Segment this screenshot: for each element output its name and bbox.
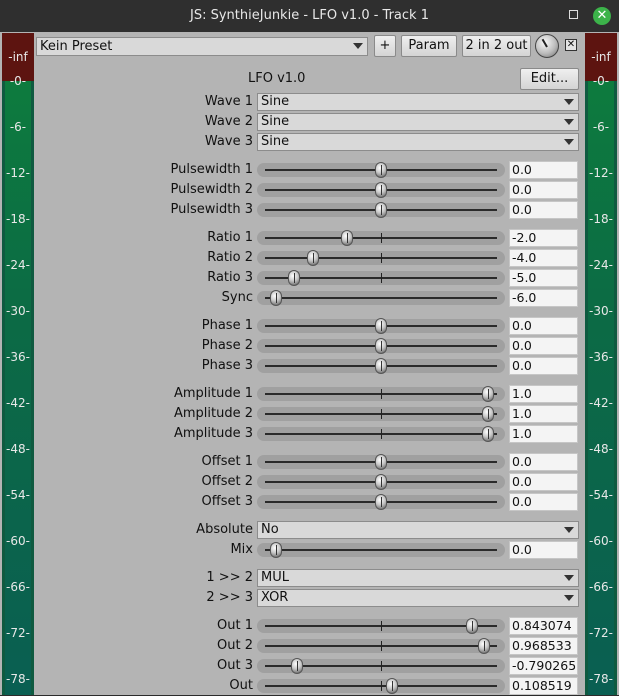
title-bar[interactable] (0, 0, 619, 32)
amplitude-1-value[interactable]: 1.0 (509, 385, 578, 403)
slider-handle[interactable] (375, 454, 387, 470)
param-label: Amplitude 1 (173, 386, 253, 401)
add-preset-button[interactable]: + (374, 35, 396, 57)
ratio-2-value[interactable]: -4.0 (509, 249, 578, 267)
param-label: Out 1 (217, 618, 253, 633)
slider-center-mark (381, 233, 382, 243)
meter-tick: -30- (6, 304, 30, 318)
slider-center-mark (381, 681, 382, 691)
param-label: Offset 2 (201, 474, 253, 489)
meter-tick: -12- (6, 166, 30, 180)
meter-tick: -24- (6, 258, 30, 272)
param-row-absolute (0, 520, 619, 540)
param-label: Out (229, 678, 253, 693)
param-row-pulsewidth-1 (0, 160, 619, 180)
amplitude-3-value[interactable]: 1.0 (509, 425, 578, 443)
slider-handle[interactable] (482, 426, 494, 442)
slider-handle[interactable] (375, 338, 387, 354)
param-row-phase-2 (0, 336, 619, 356)
param-label: Phase 2 (201, 338, 253, 353)
param-label: Phase 3 (201, 358, 253, 373)
param-row-ratio-3 (0, 268, 619, 288)
plugin-name: LFO v1.0 (248, 71, 306, 86)
pulsewidth-2-slider[interactable] (257, 183, 505, 197)
phase-2-slider[interactable] (257, 339, 505, 353)
pulsewidth-1-slider[interactable] (257, 163, 505, 177)
param-label: Absolute (196, 522, 253, 537)
ratio-3-value[interactable]: -5.0 (509, 269, 578, 287)
slider-line (265, 297, 497, 299)
meter-tick: -24- (589, 258, 613, 272)
chevron-down-icon (564, 119, 574, 125)
slider-handle[interactable] (386, 678, 398, 694)
edit-button[interactable]: Edit... (520, 68, 579, 90)
param-label: Offset 1 (201, 454, 253, 469)
slider-handle[interactable] (375, 358, 387, 374)
param-label: Wave 1 (204, 94, 253, 109)
phase-3-slider[interactable] (257, 359, 505, 373)
knob-pointer-icon (542, 39, 548, 48)
io-routing-button[interactable]: 2 in 2 out (462, 35, 531, 57)
slider-center-mark (381, 273, 382, 283)
offset-3-slider[interactable] (257, 495, 505, 509)
slider-handle[interactable] (375, 202, 387, 218)
slider-handle[interactable] (288, 270, 300, 286)
pulsewidth-3-value[interactable]: 0.0 (509, 201, 578, 219)
meter-tick: -0- (9, 74, 27, 88)
out-1-value[interactable]: 0.843074 (509, 617, 578, 635)
meter-tick: -12- (589, 166, 613, 180)
meter-tick: -66- (6, 580, 30, 594)
slider-center-mark (381, 253, 382, 263)
meter-tick: -54- (589, 488, 613, 502)
param-row-amplitude-3 (0, 424, 619, 444)
op-1-2-select[interactable] (257, 569, 579, 587)
out-1-slider[interactable] (257, 619, 505, 633)
param-label: Pulsewidth 3 (170, 202, 253, 217)
phase-1-value[interactable]: 0.0 (509, 317, 578, 335)
pulsewidth-1-value[interactable]: 0.0 (509, 161, 578, 179)
param-row-out-1 (0, 616, 619, 636)
amplitude-2-value[interactable]: 1.0 (509, 405, 578, 423)
bypass-checkbox[interactable]: ✕ (566, 39, 576, 50)
param-row-ratio-1 (0, 228, 619, 248)
pulsewidth-2-value[interactable]: 0.0 (509, 181, 578, 199)
pulsewidth-3-slider[interactable] (257, 203, 505, 217)
out-3-slider[interactable] (257, 659, 505, 673)
meter-tick: -72- (6, 626, 30, 640)
meter-tick: -6- (592, 120, 610, 134)
meter-tick: -54- (6, 488, 30, 502)
slider-handle[interactable] (375, 474, 387, 490)
offset-1-slider[interactable] (257, 455, 505, 469)
mix-value[interactable]: 0.0 (509, 541, 578, 559)
slider-handle[interactable] (270, 290, 282, 306)
out-slider[interactable] (257, 679, 505, 693)
param-row-pulsewidth-3 (0, 200, 619, 220)
offset-3-value[interactable]: 0.0 (509, 493, 578, 511)
out-3-value[interactable]: -0.790265 (509, 657, 578, 675)
window-title: JS: SynthieJunkie - LFO v1.0 - Track 1 (190, 8, 429, 23)
meter-tick: -48- (6, 442, 30, 456)
param-label: 2 >> 3 (206, 590, 253, 605)
meter-tick: -48- (589, 442, 613, 456)
param-label: Pulsewidth 2 (170, 182, 253, 197)
slider-center-mark (381, 621, 382, 631)
amplitude-1-slider[interactable] (257, 387, 505, 401)
op-1-2-value: MUL (261, 570, 289, 585)
meter-tick: -78- (6, 672, 30, 686)
meter-tick: -18- (589, 212, 613, 226)
slider-center-mark (381, 661, 382, 671)
chevron-down-icon (564, 139, 574, 145)
ratio-2-slider[interactable] (257, 251, 505, 265)
param-label: Phase 1 (201, 318, 253, 333)
close-window-button[interactable]: ✕ (593, 7, 611, 25)
wave-1-select[interactable] (257, 93, 579, 111)
param-label: Out 2 (217, 638, 253, 653)
phase-3-value[interactable]: 0.0 (509, 357, 578, 375)
maximize-icon[interactable] (569, 10, 578, 19)
param-row-offset-1 (0, 452, 619, 472)
param-row-out-3 (0, 656, 619, 676)
slider-line (265, 549, 497, 551)
param-row-mix (0, 540, 619, 560)
phase-2-value[interactable]: 0.0 (509, 337, 578, 355)
offset-2-slider[interactable] (257, 475, 505, 489)
mix-slider[interactable] (257, 543, 505, 557)
wave-1-value: Sine (261, 94, 290, 109)
param-row-out (0, 676, 619, 696)
meter-tick: -18- (6, 212, 30, 226)
param-row-offset-3 (0, 492, 619, 512)
param-row-amplitude-1 (0, 384, 619, 404)
param-label: Wave 3 (204, 134, 253, 149)
amplitude-2-slider[interactable] (257, 407, 505, 421)
param-button[interactable]: Param (401, 35, 457, 57)
meter-tick: -30- (589, 304, 613, 318)
slider-handle[interactable] (341, 230, 353, 246)
param-label: 1 >> 2 (206, 570, 253, 585)
param-row-sync (0, 288, 619, 308)
meter-tick: -42- (6, 396, 30, 410)
out-2-value[interactable]: 0.968533 (509, 637, 578, 655)
param-row-wave-2 (0, 112, 619, 132)
param-row-ratio-2 (0, 248, 619, 268)
slider-handle[interactable] (375, 318, 387, 334)
preset-select[interactable] (36, 37, 368, 56)
ratio-3-slider[interactable] (257, 271, 505, 285)
slider-center-mark (381, 389, 382, 399)
meter-tick: -0- (592, 74, 610, 88)
op-2-3-value: XOR (261, 590, 289, 605)
wave-3-value: Sine (261, 134, 290, 149)
param-row-pulsewidth-2 (0, 180, 619, 200)
slider-handle[interactable] (375, 494, 387, 510)
slider-center-mark (381, 409, 382, 419)
slider-handle[interactable] (482, 386, 494, 402)
param-row-out-2 (0, 636, 619, 656)
param-row-offset-2 (0, 472, 619, 492)
meter-tick: -78- (589, 672, 613, 686)
slider-handle[interactable] (291, 658, 303, 674)
slider-center-mark (381, 429, 382, 439)
meter-tick: -42- (589, 396, 613, 410)
ratio-1-value[interactable]: -2.0 (509, 229, 578, 247)
param-label: Ratio 1 (207, 230, 253, 245)
param-label: Mix (230, 542, 253, 557)
slider-handle[interactable] (375, 182, 387, 198)
slider-handle[interactable] (307, 250, 319, 266)
slider-center-mark (381, 641, 382, 651)
out-2-slider[interactable] (257, 639, 505, 653)
slider-handle[interactable] (375, 162, 387, 178)
wet-knob[interactable] (535, 34, 559, 58)
slider-handle[interactable] (482, 406, 494, 422)
param-label: Pulsewidth 1 (170, 162, 253, 177)
meter-inf-label: -inf (8, 50, 28, 64)
chevron-down-icon (564, 595, 574, 601)
offset-1-value[interactable]: 0.0 (509, 453, 578, 471)
offset-2-value[interactable]: 0.0 (509, 473, 578, 491)
preset-select-value: Kein Preset (40, 39, 113, 54)
param-label: Ratio 3 (207, 270, 253, 285)
sync-value[interactable]: -6.0 (509, 289, 578, 307)
meter-tick: -36- (6, 350, 30, 364)
meter-tick: -60- (589, 534, 613, 548)
param-label: Amplitude 2 (173, 406, 253, 421)
param-row-op-1-2 (0, 568, 619, 588)
out-value[interactable]: 0.108519 (509, 677, 578, 695)
param-row-phase-1 (0, 316, 619, 336)
param-label: Offset 3 (201, 494, 253, 509)
chevron-down-icon (353, 43, 363, 49)
slider-handle[interactable] (270, 542, 282, 558)
param-label: Wave 2 (204, 114, 253, 129)
wave-3-select[interactable] (257, 133, 579, 151)
slider-handle[interactable] (466, 618, 478, 634)
chevron-down-icon (564, 527, 574, 533)
meter-inf-label: -inf (591, 50, 611, 64)
param-label: Amplitude 3 (173, 426, 253, 441)
meter-tick: -60- (6, 534, 30, 548)
meter-tick: -6- (9, 120, 27, 134)
slider-handle[interactable] (478, 638, 490, 654)
param-row-wave-1 (0, 92, 619, 112)
sync-slider[interactable] (257, 291, 505, 305)
param-row-phase-3 (0, 356, 619, 376)
meter-tick: -72- (589, 626, 613, 640)
chevron-down-icon (564, 99, 574, 105)
param-row-amplitude-2 (0, 404, 619, 424)
wave-2-value: Sine (261, 114, 290, 129)
plugin-window (0, 32, 619, 695)
param-row-op-2-3 (0, 588, 619, 608)
meter-tick: -36- (589, 350, 613, 364)
amplitude-3-slider[interactable] (257, 427, 505, 441)
meter-tick: -66- (589, 580, 613, 594)
param-label: Ratio 2 (207, 250, 253, 265)
ratio-1-slider[interactable] (257, 231, 505, 245)
absolute-select[interactable] (257, 521, 579, 539)
param-row-wave-3 (0, 132, 619, 152)
param-label: Out 3 (217, 658, 253, 673)
absolute-value: No (261, 522, 279, 537)
wave-2-select[interactable] (257, 113, 579, 131)
op-2-3-select[interactable] (257, 589, 579, 607)
param-label: Sync (221, 290, 253, 305)
phase-1-slider[interactable] (257, 319, 505, 333)
chevron-down-icon (564, 575, 574, 581)
